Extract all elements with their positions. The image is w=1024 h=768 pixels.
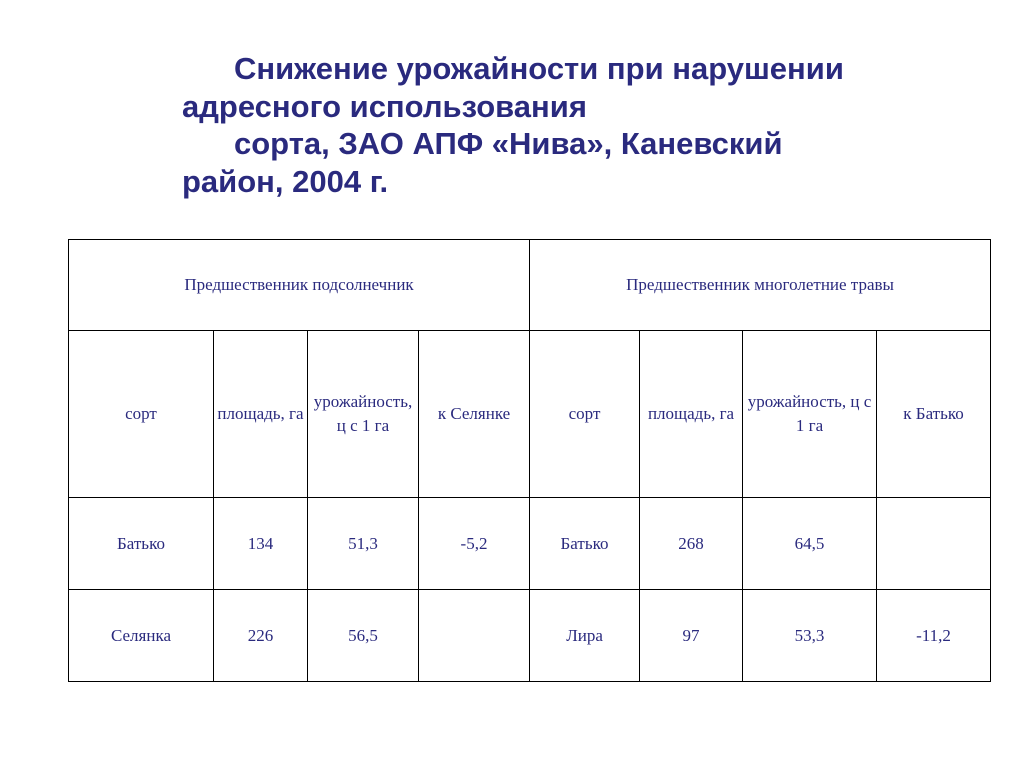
col-header-area: площадь, га	[640, 331, 743, 498]
yield-table	[68, 239, 991, 682]
table-cell: Батько	[530, 498, 640, 590]
table-cell: -11,2	[877, 590, 991, 682]
table-cell	[419, 590, 530, 682]
title-line-2: адресного использования	[182, 88, 587, 124]
col-header-vs-batko: к Батько	[877, 331, 991, 498]
group-header-perennial-grasses: Предшественник многолетние травы	[530, 240, 991, 331]
table-row	[69, 590, 991, 682]
col-header-area: площадь, га	[214, 331, 308, 498]
table-cell: 226	[214, 590, 308, 682]
table-cell: 51,3	[308, 498, 419, 590]
table-cell	[877, 498, 991, 590]
group-header-sunflower: Предшественник подсолнечник	[69, 240, 530, 331]
col-header-yield: урожайность, ц с 1 га	[308, 331, 419, 498]
col-header-variety: сорт	[69, 331, 214, 498]
title-line-4: район, 2004 г.	[182, 163, 389, 199]
col-header-yield: урожайность, ц с 1 га	[743, 331, 877, 498]
slide-title	[182, 50, 942, 200]
table-cell: -5,2	[419, 498, 530, 590]
col-header-variety: сорт	[530, 331, 640, 498]
table-cell: Батько	[69, 498, 214, 590]
title-line-3: сорта, ЗАО АПФ «Нива», Каневский	[234, 126, 783, 161]
table-cell: 134	[214, 498, 308, 590]
col-header-vs-selyanka: к Селянке	[419, 331, 530, 498]
column-header-row	[69, 331, 991, 498]
table-cell: 268	[640, 498, 743, 590]
table-cell: Селянка	[69, 590, 214, 682]
table-cell: 53,3	[743, 590, 877, 682]
table-cell: 64,5	[743, 498, 877, 590]
table-row	[69, 498, 991, 590]
table-cell: 56,5	[308, 590, 419, 682]
table-cell: 97	[640, 590, 743, 682]
group-header-row	[69, 240, 991, 331]
title-line-1: Снижение урожайности при нарушении	[234, 51, 844, 86]
table-cell: Лира	[530, 590, 640, 682]
